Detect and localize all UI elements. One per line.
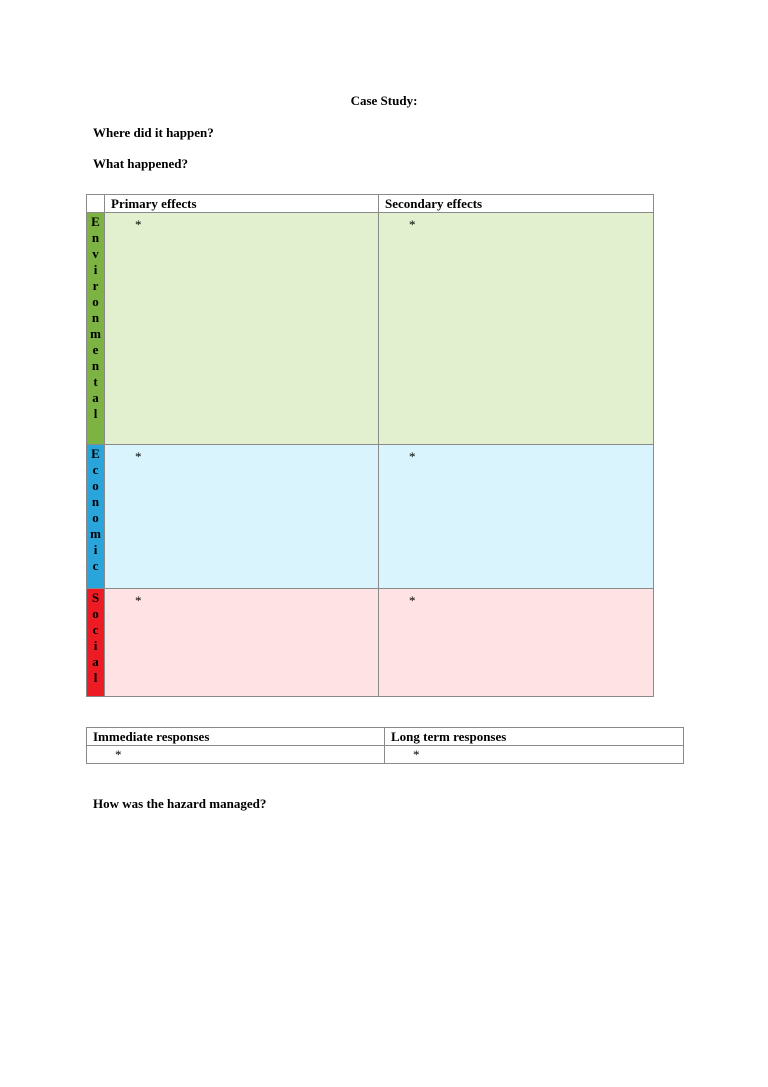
label-letter: m: [90, 326, 101, 341]
bullet: *: [409, 217, 416, 232]
label-letter: l: [93, 406, 98, 421]
label-letter: S: [91, 590, 100, 605]
economic-primary-cell[interactable]: [105, 445, 379, 589]
social-secondary-cell[interactable]: [379, 589, 654, 697]
long-term-responses-header: Long term responses: [385, 728, 684, 746]
label-letter: o: [92, 294, 99, 309]
corner-cell: [87, 195, 105, 213]
label-letter: e: [92, 342, 99, 357]
label-letter: i: [93, 262, 98, 277]
environmental-primary-cell[interactable]: [105, 213, 379, 445]
bullet: *: [409, 593, 416, 608]
immediate-responses-cell[interactable]: *: [87, 746, 385, 764]
label-letter: c: [92, 622, 99, 637]
bullet: *: [135, 449, 142, 464]
label-letter: c: [92, 462, 99, 477]
immediate-responses-header: Immediate responses: [87, 728, 385, 746]
page-title: Case Study:: [350, 93, 418, 108]
social-primary-cell[interactable]: [105, 589, 379, 697]
label-letter: o: [92, 606, 99, 621]
social-label: [87, 589, 105, 697]
label-letter: n: [91, 358, 100, 373]
label-letter: a: [92, 654, 99, 669]
economic-row: [87, 445, 654, 589]
environmental-label: [87, 213, 105, 445]
secondary-effects-header: Secondary effects: [379, 195, 654, 213]
economic-label: [87, 445, 105, 589]
economic-secondary-cell[interactable]: [379, 445, 654, 589]
label-letter: v: [92, 246, 99, 261]
environmental-secondary-cell[interactable]: [379, 213, 654, 445]
label-letter: i: [93, 542, 98, 557]
label-letter: n: [91, 494, 100, 509]
label-letter: r: [92, 278, 99, 293]
bullet: *: [409, 449, 416, 464]
label-letter: m: [90, 526, 101, 541]
label-letter: E: [91, 214, 100, 229]
responses-table: [86, 727, 684, 764]
label-letter: c: [92, 558, 99, 573]
label-letter: l: [93, 670, 98, 685]
question-managed: How was the hazard managed?: [93, 796, 267, 811]
responses-row: [87, 746, 684, 764]
bullet: *: [135, 217, 142, 232]
long-term-responses-cell[interactable]: *: [385, 746, 684, 764]
environmental-row: [87, 213, 654, 445]
social-row: [87, 589, 654, 697]
label-letter: E: [91, 446, 100, 461]
effects-header-row: [87, 195, 654, 213]
label-letter: n: [91, 230, 100, 245]
label-letter: n: [91, 310, 100, 325]
label-letter: o: [92, 478, 99, 493]
effects-table: [86, 194, 654, 697]
question-where: Where did it happen?: [93, 125, 214, 140]
bullet: *: [135, 593, 142, 608]
primary-effects-header: Primary effects: [105, 195, 379, 213]
question-what: What happened?: [93, 156, 188, 171]
label-letter: a: [92, 390, 99, 405]
label-letter: o: [92, 510, 99, 525]
responses-header-row: [87, 728, 684, 746]
label-letter: t: [93, 374, 98, 389]
label-letter: i: [93, 638, 98, 653]
